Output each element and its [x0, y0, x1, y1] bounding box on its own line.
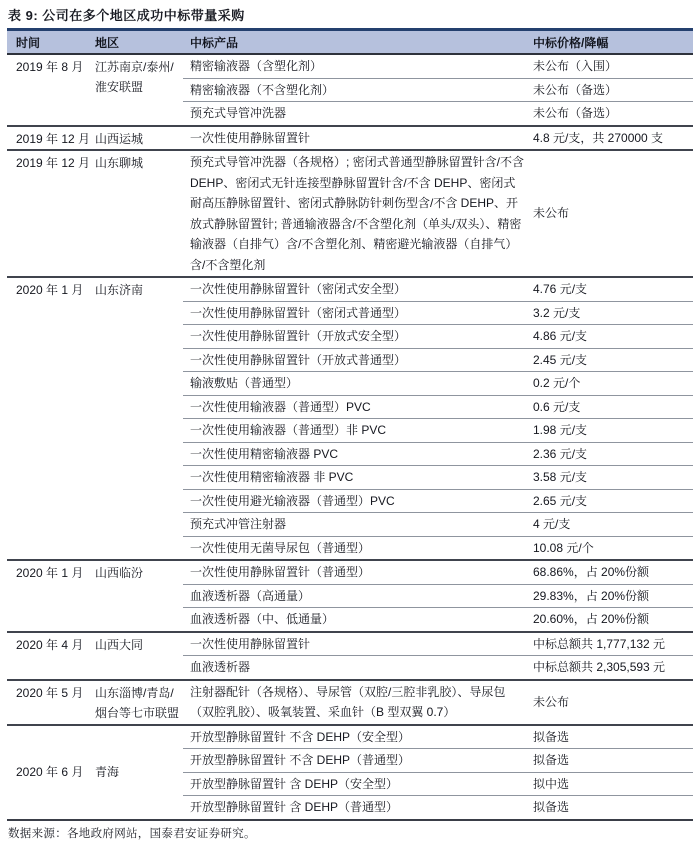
price-cell: 中标总额共 1,777,132 元 [533, 636, 666, 651]
product-cell: 一次性使用无菌导尿包（普通型） [190, 540, 371, 555]
table-row [183, 681, 693, 724]
product-cell: 血液透析器（中、低通量） [190, 612, 335, 626]
price-cell: 2.36 元/支 [533, 446, 588, 461]
price-cell: 未公布 [533, 206, 570, 221]
table-group [7, 149, 693, 276]
group-rows [183, 151, 693, 276]
product-cell: 血液透析器 [190, 660, 251, 674]
header-time: 时间 [16, 35, 41, 50]
table-row [183, 127, 693, 150]
price-cell: 拟备选 [533, 800, 570, 814]
product-cell: 一次性使用静脉留置针 [190, 636, 311, 651]
group-rows [183, 561, 693, 631]
table-group [7, 631, 693, 679]
price-cell: 20.60%，占 20%份额 [533, 612, 650, 626]
group-rows [183, 681, 693, 724]
time-cell: 2019 年 12 月 [16, 156, 91, 170]
table-row [183, 78, 693, 102]
time-cell: 2019 年 12 月 [16, 131, 91, 146]
table-header-row [7, 31, 693, 55]
product-cell: 一次性使用输液器（普通型）PVC [190, 399, 371, 414]
table-row [183, 371, 693, 395]
product-cell: 开放型静脉留置针 不含 DEHP（安全型） [190, 729, 411, 744]
group-rows [183, 127, 693, 150]
table-row [183, 512, 693, 536]
product-cell: 注射器配针（各规格）、导尿管（双腔/三腔非乳胶）、导尿包（双腔乳胶）、吸氧装置、采血针（B 型双翼 0.7） [190, 684, 506, 719]
product-cell: 一次性使用精密输液器 非 PVC [190, 470, 354, 484]
product-cell: 输液敷贴（普通型） [190, 376, 299, 390]
price-cell: 未公布（备选） [533, 106, 618, 120]
price-cell: 拟中选 [533, 776, 570, 791]
table-row [183, 465, 693, 489]
table-row [183, 55, 693, 78]
product-cell: 一次性使用静脉留置针（密闭式安全型） [190, 282, 407, 296]
product-cell: 开放型静脉留置针 含 DEHP（普通型） [190, 800, 399, 814]
table-row [183, 101, 693, 125]
group-rows [183, 726, 693, 819]
price-cell: 未公布（备选） [533, 82, 618, 97]
region-cell: 青海 [95, 765, 120, 779]
table-row [183, 584, 693, 608]
table-row [183, 442, 693, 466]
table-row [183, 655, 693, 679]
table-body [7, 55, 693, 819]
product-cell: 一次性使用静脉留置针（密闭式普通型） [190, 305, 407, 320]
table-row [183, 324, 693, 348]
table-group [7, 679, 693, 724]
product-cell: 精密输液器（不含塑化剂） [190, 82, 335, 97]
table-row [183, 151, 693, 276]
time-cell: 2020 年 5 月 [16, 685, 84, 700]
region-cell: 山东淄博/青岛/烟台等七市联盟 [95, 685, 180, 720]
price-cell: 2.45 元/支 [533, 352, 588, 367]
price-cell: 3.58 元/支 [533, 470, 588, 484]
group-rows [183, 633, 693, 679]
table-row [183, 607, 693, 631]
table-row [183, 301, 693, 325]
table-row [183, 772, 693, 796]
product-cell: 一次性使用静脉留置针 [190, 130, 311, 145]
product-cell: 一次性使用静脉留置针（开放式普通型） [190, 352, 407, 367]
price-cell: 4 元/支 [533, 517, 571, 531]
region-cell: 山东聊城 [95, 156, 144, 170]
table-group [7, 276, 693, 559]
region-cell: 山西大同 [95, 637, 144, 652]
product-cell: 一次性使用静脉留置针（普通型） [190, 565, 371, 579]
table-row [183, 633, 693, 656]
product-cell: 一次性使用输液器（普通型）非 PVC [190, 423, 387, 437]
header-price: 中标价格/降幅 [533, 35, 609, 50]
procurement-table [7, 28, 693, 821]
header-region: 地区 [95, 35, 120, 50]
table-row [183, 748, 693, 772]
region-cell: 山西运城 [95, 131, 144, 146]
price-cell: 拟备选 [533, 753, 570, 767]
table-group [7, 559, 693, 631]
table-row [183, 418, 693, 442]
price-cell: 4.86 元/支 [533, 329, 588, 343]
price-cell: 2.65 元/支 [533, 493, 588, 508]
price-cell: 中标总额共 2,305,593 元 [533, 660, 666, 674]
price-cell: 29.83%，占 20%份额 [533, 588, 650, 603]
price-cell: 4.8 元/支，共 270000 支 [533, 130, 664, 145]
price-cell: 未公布（入围） [533, 59, 618, 73]
table-group [7, 55, 693, 125]
table-group [7, 125, 693, 150]
product-cell: 一次性使用静脉留置针（开放式安全型） [190, 329, 407, 343]
table-row [183, 795, 693, 819]
group-rows [183, 55, 693, 125]
price-cell: 4.76 元/支 [533, 282, 588, 296]
region-cell: 山西临汾 [95, 566, 144, 580]
table-row [183, 536, 693, 560]
price-cell: 拟备选 [533, 729, 570, 744]
group-rows [183, 278, 693, 559]
product-cell: 预充式导管冲洗器 [190, 106, 287, 120]
product-cell: 精密输液器（含塑化剂） [190, 59, 323, 73]
price-cell: 3.2 元/支 [533, 305, 581, 320]
time-cell: 2020 年 1 月 [16, 566, 84, 580]
table-row [183, 278, 693, 301]
table-row [183, 395, 693, 419]
price-cell: 68.86%，占 20%份额 [533, 565, 650, 579]
table-title: 表 9: 公司在多个地区成功中标带量采购 [8, 8, 245, 23]
time-cell: 2019 年 8 月 [16, 60, 84, 74]
table-row [183, 726, 693, 749]
table-row [183, 348, 693, 372]
price-cell: 0.6 元/支 [533, 399, 581, 414]
table-row [183, 561, 693, 584]
time-cell: 2020 年 1 月 [16, 283, 84, 297]
price-cell: 未公布 [533, 694, 570, 709]
price-cell: 10.08 元/个 [533, 540, 594, 555]
source-note: 数据来源：各地政府网站，国泰君安证券研究。 [8, 827, 256, 840]
price-cell: 1.98 元/支 [533, 423, 588, 437]
table-group [7, 724, 693, 819]
price-cell: 0.2 元/个 [533, 376, 581, 390]
product-cell: 预充式冲管注射器 [190, 517, 287, 531]
product-cell: 预充式导管冲洗器（各规格）; 密闭式普通型静脉留置针含/不含 DEHP、密闭式无针连接型静脉留置针含/不含 DEHP、密闭式耐高压静脉留置针、密闭式静脉防针刺伤型含/不含 DEHP、开放式静脉留置针; 普通输液器含/不含塑化剂（单头/双头）、精密输液器（自排气）含/不含塑化剂、精密避光输液器（自排气）含/不含塑化剂 [190, 155, 525, 272]
header-product: 中标产品 [190, 35, 239, 50]
region-cell: 山东济南 [95, 283, 144, 297]
time-cell: 2020 年 4 月 [16, 637, 84, 652]
product-cell: 血液透析器（高通量） [190, 588, 311, 603]
time-cell: 2020 年 6 月 [16, 765, 84, 779]
product-cell: 一次性使用精密输液器 PVC [190, 446, 339, 461]
product-cell: 开放型静脉留置针 含 DEHP（安全型） [190, 776, 399, 791]
region-cell: 江苏南京/泰州/淮安联盟 [95, 60, 174, 94]
product-cell: 开放型静脉留置针 不含 DEHP（普通型） [190, 753, 411, 767]
table-row [183, 489, 693, 513]
product-cell: 一次性使用避光输液器（普通型）PVC [190, 493, 395, 508]
